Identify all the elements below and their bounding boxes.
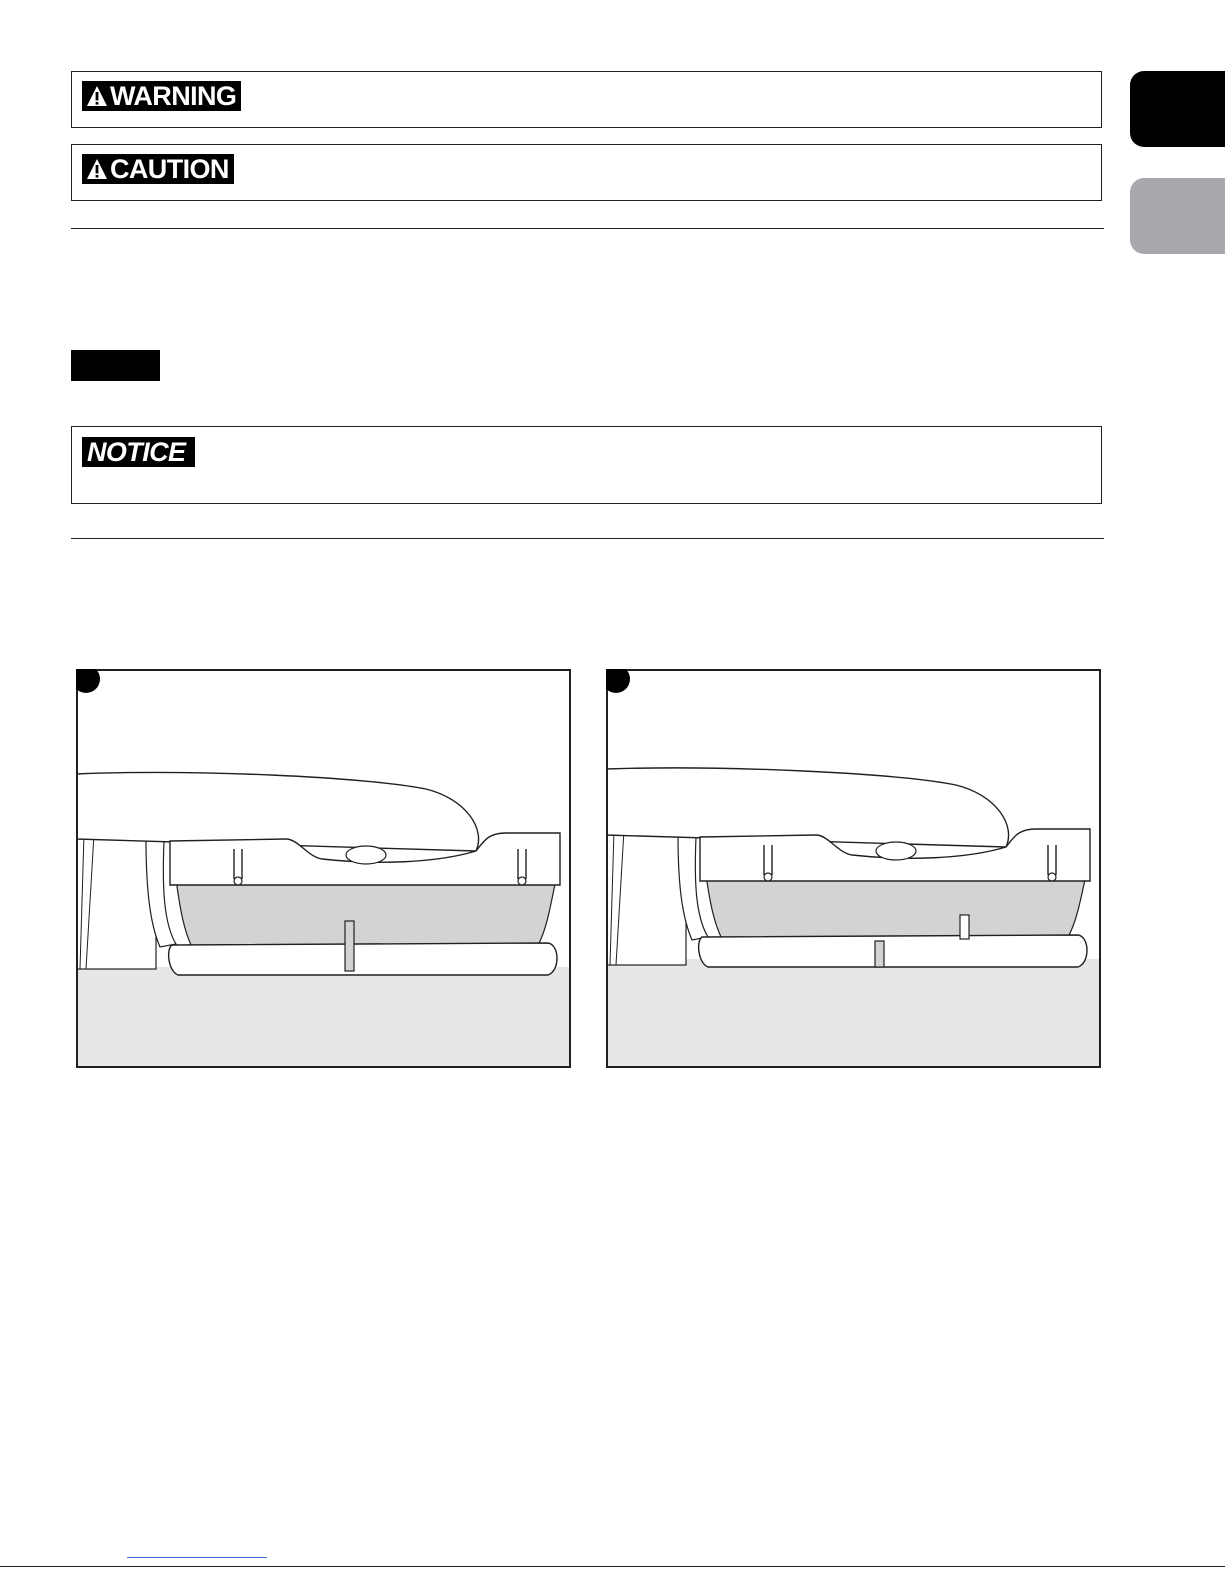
- warning-label: [82, 81, 241, 111]
- caution-box: [71, 144, 1102, 201]
- warning-triangle-icon: [86, 85, 108, 107]
- notice-label: [82, 437, 195, 467]
- notice-box: [71, 426, 1102, 504]
- caution-triangle-icon: [86, 158, 108, 180]
- figure-1-step-marker: [76, 669, 100, 693]
- figure-1: [76, 669, 571, 1068]
- section-divider-2: [71, 538, 1104, 539]
- caution-label-text: CAUTION: [110, 154, 229, 184]
- side-tab-active: [1130, 71, 1225, 147]
- warning-label-text: WARNING: [110, 81, 237, 111]
- footer-link-underline[interactable]: [127, 1557, 267, 1558]
- note-label-chip: [71, 350, 160, 381]
- figure-1-illustration: [76, 669, 571, 1068]
- section-divider-1: [71, 228, 1104, 229]
- figure-2-illustration: [606, 669, 1101, 1068]
- footer-rule: [0, 1566, 1225, 1567]
- caution-label: [82, 154, 234, 184]
- notice-label-text: NOTICE: [87, 437, 186, 467]
- figure-2: [606, 669, 1101, 1068]
- side-tab-inactive: [1130, 178, 1225, 254]
- warning-box: [71, 71, 1102, 128]
- figure-2-step-marker: [606, 669, 630, 693]
